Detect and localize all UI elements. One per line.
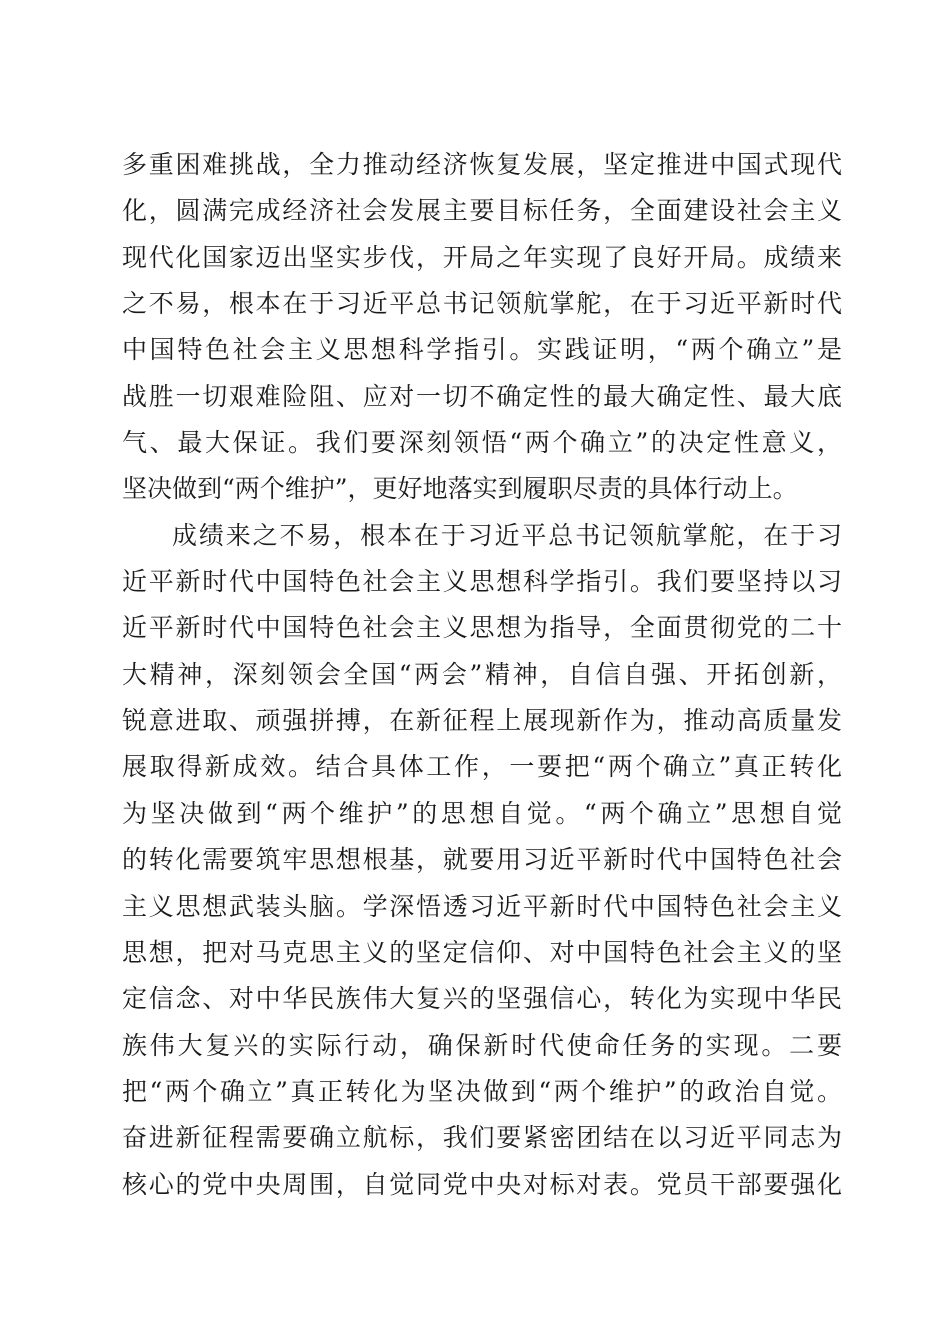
text-line: 核心的党中央周围，自觉同党中央对标对表。党员干部要强化: [122, 1169, 842, 1199]
text-line: 近平新时代中国特色社会主义思想为指导，全面贯彻党的二十: [122, 613, 842, 643]
text-line: 气、最大保证。我们要深刻领悟“两个确立”的决定性意义，: [122, 428, 842, 458]
text-line: 中国特色社会主义思想科学指引。实践证明，“两个确立”是: [122, 335, 842, 365]
body-text: [122, 142, 842, 1208]
text-line: 的转化需要筑牢思想根基，就要用习近平新时代中国特色社会: [122, 845, 842, 875]
text-line: 族伟大复兴的实际行动，确保新时代使命任务的实现。二要: [122, 1030, 842, 1060]
text-line: 锐意进取、顽强拼搏，在新征程上展现新作为，推动高质量发: [122, 706, 842, 736]
text-line: 多重困难挑战，全力推动经济恢复发展，坚定推进中国式现代: [122, 150, 842, 179]
text-line: 奋进新征程需要确立航标，我们要紧密团结在以习近平同志为: [122, 1123, 842, 1153]
paragraph-2: [122, 513, 842, 1208]
text-line: 坚决做到“两个维护”，更好地落实到履职尽责的具体行动上。: [122, 474, 798, 504]
text-line: 定信念、对中华民族伟大复兴的坚强信心，转化为实现中华民: [122, 984, 842, 1014]
text-line: 把“两个确立”真正转化为坚决做到“两个维护”的政治自觉。: [122, 1076, 842, 1106]
paragraph-1: [122, 142, 842, 513]
text-line: 之不易，根本在于习近平总书记领航掌舵，在于习近平新时代: [122, 289, 842, 319]
text-line: 化，圆满完成经济社会发展主要目标任务，全面建设社会主义: [122, 196, 842, 226]
text-line: 现代化国家迈出坚实步伐，开局之年实现了良好开局。成绩来: [122, 242, 842, 272]
text-line: 成绩来之不易，根本在于习近平总书记领航掌舵，在于习: [172, 520, 842, 550]
text-line: 近平新时代中国特色社会主义思想科学指引。我们要坚持以习: [122, 567, 842, 597]
text-line: 主义思想武装头脑。学深悟透习近平新时代中国特色社会主义: [122, 891, 842, 921]
text-line: 战胜一切艰难险阻、应对一切不确定性的最大确定性、最大底: [122, 381, 842, 411]
text-line: 大精神，深刻领会全国“两会”精神，自信自强、开拓创新，: [122, 659, 842, 689]
text-line: 思想，把对马克思主义的坚定信仰、对中国特色社会主义的坚: [122, 937, 842, 967]
text-line: 展取得新成效。结合具体工作，一要把“两个确立”真正转化: [122, 752, 842, 782]
text-line: 为坚决做到“两个维护”的思想自觉。“两个确立”思想自觉: [122, 798, 842, 828]
